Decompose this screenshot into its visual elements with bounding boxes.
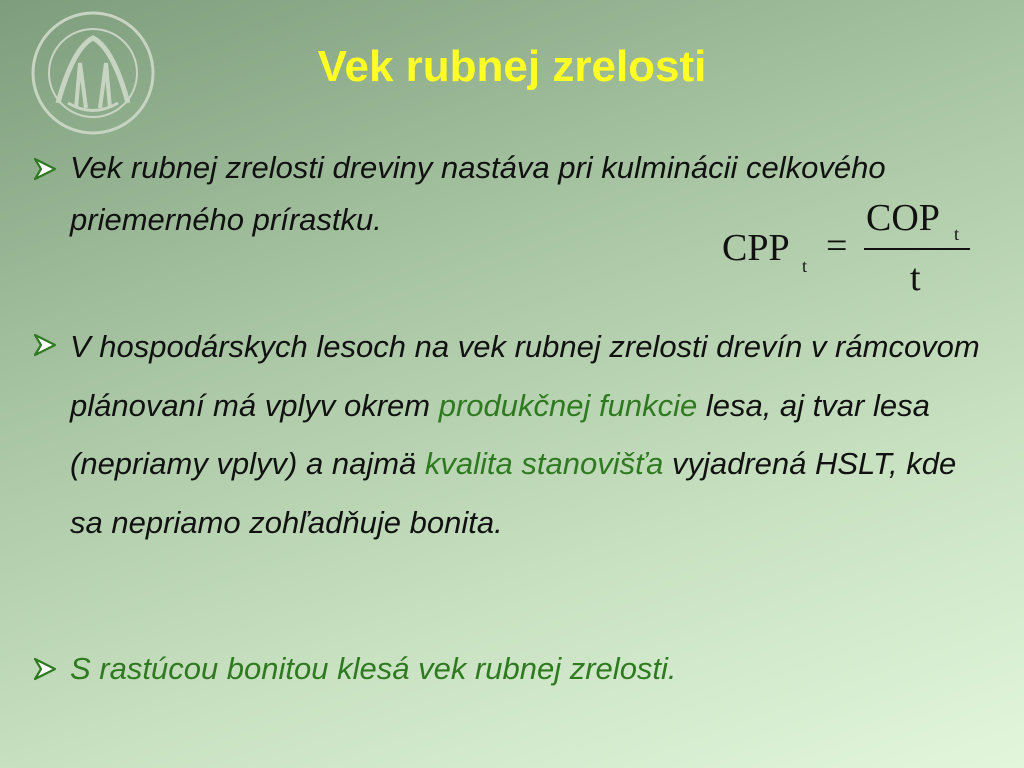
slide-title: Vek rubnej zrelosti (317, 42, 707, 91)
formula-numerator-subscript: t (954, 224, 960, 244)
bullet-text: V hospodárskych lesoch na vek rubnej zrelosti drevín v rámcovom plánovaní má vplyv okrem produkčnej funkcie lesa, aj tvar lesa (nepriamy vplyv) a najmä kvalita stanovišťa vyjadrená HSLT, kde sa nepriamo zohľadňuje bonita. (70, 329, 980, 540)
fraction-bar (864, 248, 970, 250)
bullet-item (32, 318, 982, 552)
highlight-text: produkčnej funkcie (438, 387, 698, 423)
formula-equals: = (826, 225, 848, 267)
bullet-item (32, 642, 932, 695)
formula-numerator: COP (866, 197, 940, 239)
formula-lhs-subscript: t (802, 256, 808, 276)
arrow-right-outline-icon (32, 332, 58, 358)
arrow-right-outline-icon (32, 156, 58, 182)
cpp-formula (722, 196, 982, 306)
bullet-text: Vek rubnej zrelosti dreviny nastáva pri kulminácii celkového priemerného prírastku. (70, 150, 886, 237)
bullet-text: S rastúcou bonitou klesá vek rubnej zrelosti. (70, 651, 677, 686)
arrow-right-outline-icon (32, 656, 58, 682)
formula-denominator: t (910, 257, 921, 299)
highlight-text: kvalita stanovišťa (424, 446, 664, 481)
formula-lhs: CPP (722, 227, 790, 269)
